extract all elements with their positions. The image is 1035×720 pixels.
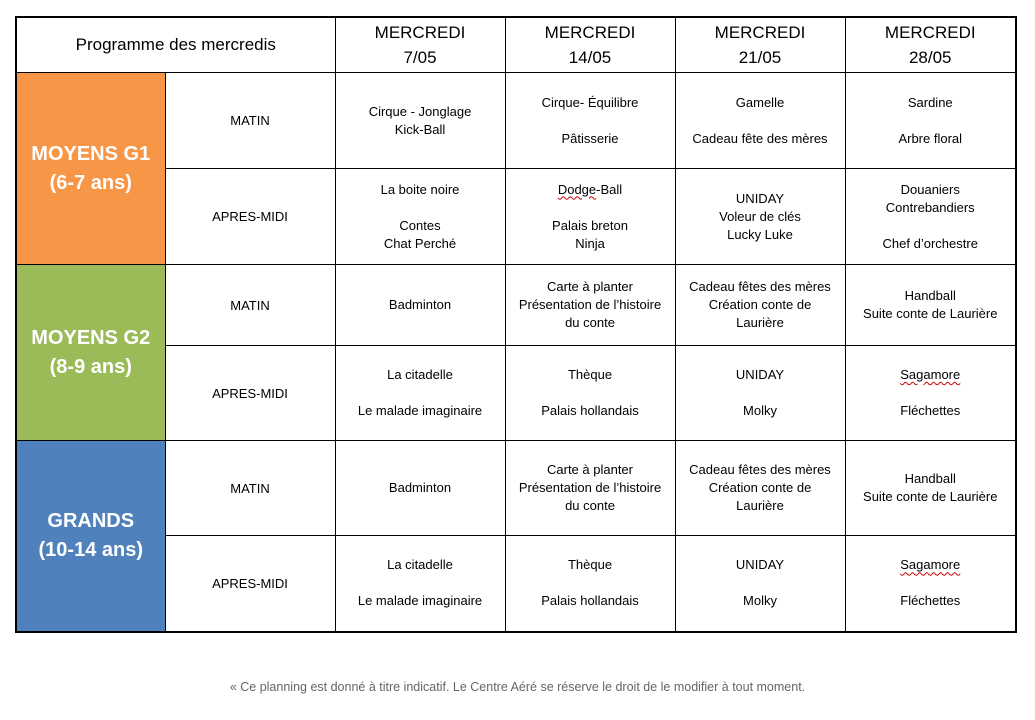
activity-line: Cadeau fêtes des mères: [689, 279, 831, 294]
activity-cell: [845, 536, 1016, 632]
day-header-1: [335, 17, 505, 73]
slot-label: MATIN: [165, 73, 335, 169]
activity-cell: [675, 169, 845, 265]
activity-cell: [675, 441, 845, 536]
activity-line: La boite noire: [380, 181, 460, 197]
activity-line: Voleur de clés: [719, 208, 801, 224]
activity-line: du conte: [565, 315, 615, 330]
activity-cell: [505, 73, 675, 169]
activity-cell: [845, 73, 1016, 169]
activity-cell: [505, 265, 675, 346]
slot-label: MATIN: [165, 265, 335, 346]
activity-line: Laurière: [736, 498, 784, 513]
activity-line: Badminton: [388, 480, 452, 495]
activity-line: Cadeau fêtes des mères: [689, 462, 831, 477]
activity-line: Molky: [743, 403, 777, 418]
table-row: [16, 73, 1016, 169]
activity-line: [510, 112, 671, 130]
slot-label: APRES-MIDI: [165, 536, 335, 632]
slot-label: MATIN: [165, 441, 335, 536]
activity-cell: [675, 346, 845, 441]
page-title: Programme des mercredis: [16, 17, 335, 73]
activity-line: [850, 217, 1012, 235]
activity-line: Palais hollandais: [541, 593, 639, 609]
activity-cell: [505, 346, 675, 441]
activity-line: Suite conte de Laurière: [863, 306, 998, 321]
activity-line: Chef d’orchestre: [882, 235, 978, 251]
day-name: MERCREDI: [714, 23, 806, 42]
activity-line: Ninja: [575, 235, 605, 251]
activity-line: [680, 384, 841, 402]
day-header-4: [845, 17, 1016, 73]
activity-line: Thèque: [567, 557, 613, 573]
day-date: 7/05: [403, 48, 437, 67]
activity-line: UNIDAY: [735, 190, 785, 206]
activity-line: Présentation de l’histoire: [518, 297, 662, 312]
activity-line: Handball: [904, 471, 956, 486]
table-row: [16, 346, 1016, 441]
activity-line: [510, 199, 671, 217]
activity-line: [850, 384, 1012, 402]
activity-line: Cirque - Jonglage: [368, 103, 472, 119]
day-header-2: [505, 17, 675, 73]
activity-line: Thèque: [567, 367, 613, 382]
activity-cell: [335, 536, 505, 632]
group-age: (10-14 ans): [38, 538, 143, 561]
activity-line: [850, 574, 1012, 592]
activity-line: Palais breton: [552, 217, 628, 233]
group-name: GRANDS: [47, 509, 135, 532]
activity-line: Fléchettes: [900, 403, 961, 418]
activity-line: Dodge-Ball: [557, 181, 623, 197]
activity-line: Badminton: [388, 297, 452, 312]
activity-cell: [675, 265, 845, 346]
activity-line: Contrebandiers: [885, 199, 975, 215]
day-name: MERCREDI: [374, 23, 466, 42]
activity-cell: [845, 169, 1016, 265]
table-row: [16, 265, 1016, 346]
day-date: 28/05: [908, 48, 952, 67]
activity-cell: [335, 73, 505, 169]
activity-line: [340, 384, 501, 402]
group-label: [16, 441, 165, 632]
activity-line: Gamelle: [735, 94, 785, 110]
activity-line: Création conte de: [708, 297, 812, 312]
activity-cell: [335, 265, 505, 346]
activity-line: Molky: [743, 593, 777, 609]
activity-line: Présentation de l’histoire: [518, 480, 662, 495]
group-label: [16, 265, 165, 441]
schedule-body: [16, 73, 1016, 632]
activity-line: Arbre floral: [898, 130, 963, 146]
schedule-table: [15, 16, 1017, 633]
table-row: [16, 169, 1016, 265]
activity-line: Contes: [399, 217, 441, 233]
activity-line: Le malade imaginaire: [357, 403, 483, 418]
activity-cell: [335, 346, 505, 441]
activity-line: Fléchettes: [900, 593, 961, 609]
activity-line: Carte à planter: [547, 462, 633, 477]
group-age: (8-9 ans): [49, 355, 132, 378]
day-header-3: [675, 17, 845, 73]
activity-line: Carte à planter: [547, 279, 633, 294]
activity-line: Création conte de: [708, 480, 812, 495]
activity-line: UNIDAY: [735, 367, 785, 382]
activity-cell: [505, 536, 675, 632]
day-date: 14/05: [568, 48, 612, 67]
activity-cell: [845, 265, 1016, 346]
activity-line: [680, 112, 841, 130]
activity-line: La citadelle: [387, 367, 453, 382]
activity-cell: [335, 169, 505, 265]
disclaimer-note: « Ce planning est donné à titre indicatif. Le Centre Aéré se réserve le droit de le modifier à tout moment.: [229, 680, 806, 694]
activity-line: Handball: [904, 288, 956, 303]
activity-cell: [505, 441, 675, 536]
activity-line: Kick-Ball: [394, 121, 446, 137]
activity-line: Suite conte de Laurière: [863, 489, 998, 504]
activity-cell: [675, 73, 845, 169]
activity-cell: [845, 441, 1016, 536]
activity-cell: [335, 441, 505, 536]
activity-line: Lucky Luke: [727, 226, 793, 242]
activity-cell: [675, 536, 845, 632]
activity-line: [850, 112, 1012, 130]
activity-line: Le malade imaginaire: [357, 593, 483, 609]
activity-line: Palais hollandais: [541, 403, 639, 418]
activity-line: [340, 574, 501, 592]
day-name: MERCREDI: [544, 23, 636, 42]
slot-label: APRES-MIDI: [165, 169, 335, 265]
activity-line: [680, 574, 841, 592]
table-row: [16, 536, 1016, 632]
activity-line: La citadelle: [387, 557, 453, 573]
slot-label: APRES-MIDI: [165, 346, 335, 441]
activity-line: Laurière: [736, 315, 784, 330]
activity-line: Douaniers: [900, 181, 960, 197]
activity-cell: [505, 169, 675, 265]
activity-line: Pâtisserie: [561, 130, 619, 146]
activity-line: UNIDAY: [735, 557, 785, 573]
table-row: [16, 441, 1016, 536]
activity-line: Sagamore: [900, 557, 961, 573]
group-name: MOYENS G1: [31, 142, 151, 165]
activity-line: Sagamore: [900, 367, 961, 382]
group-age: (6-7 ans): [49, 171, 132, 194]
activity-line: [510, 384, 671, 402]
activity-line: Cadeau fête des mères: [692, 130, 828, 146]
activity-line: Chat Perché: [383, 235, 457, 251]
activity-line: Cirque- Équilibre: [541, 94, 639, 110]
day-date: 21/05: [738, 48, 782, 67]
group-name: MOYENS G2: [31, 326, 151, 349]
header-row: [16, 17, 1016, 73]
activity-line: Sardine: [907, 94, 953, 110]
activity-line: [340, 199, 501, 217]
group-label: [16, 73, 165, 265]
activity-cell: [845, 346, 1016, 441]
activity-line: [510, 574, 671, 592]
day-name: MERCREDI: [884, 23, 976, 42]
activity-line: du conte: [565, 498, 615, 513]
